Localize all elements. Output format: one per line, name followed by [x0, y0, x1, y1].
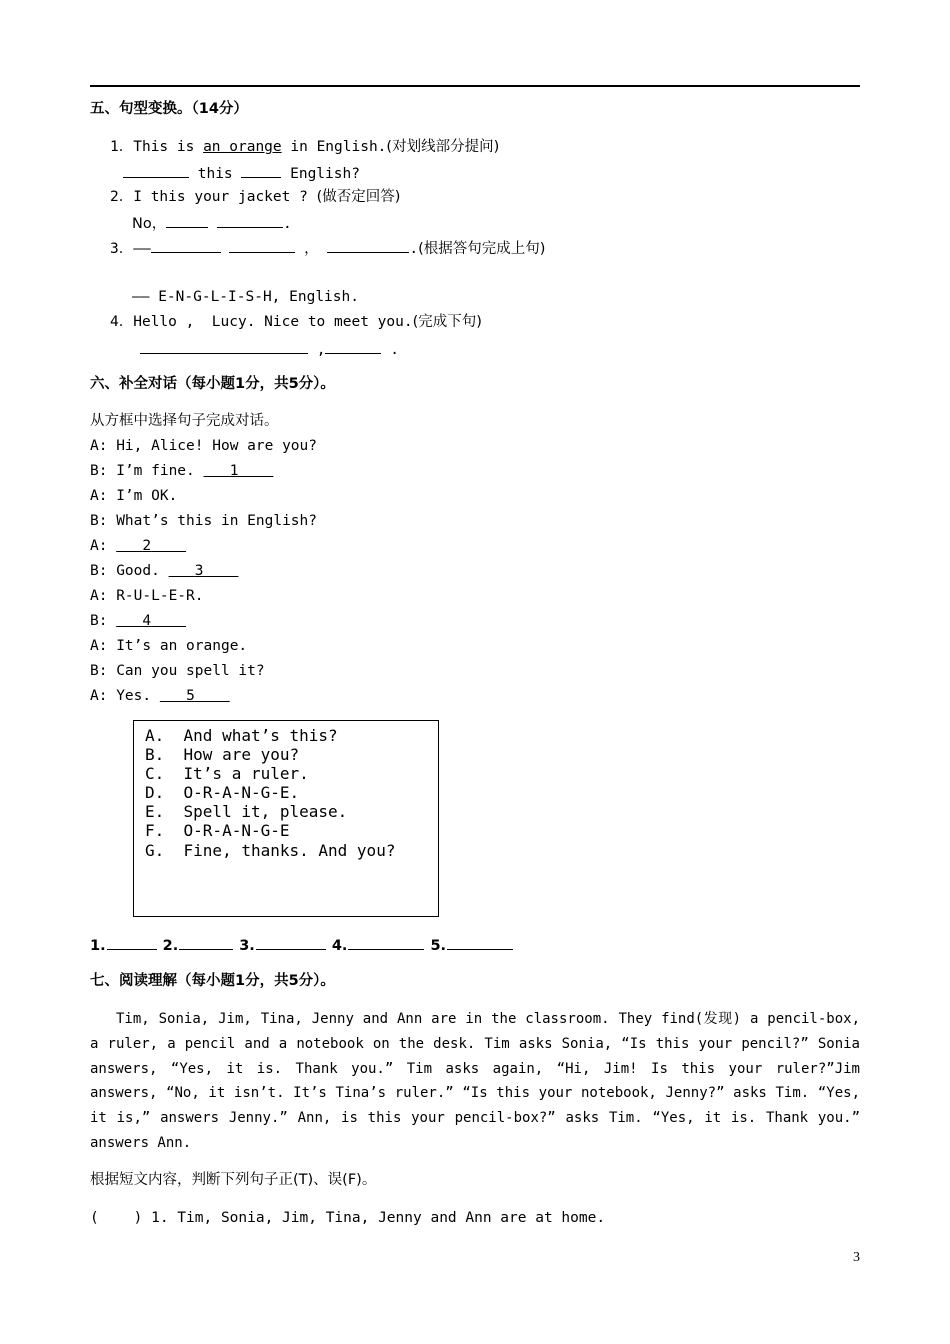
dialog-line — [90, 436, 317, 456]
question-number: 1． — [110, 139, 134, 155]
answer-blank[interactable] — [256, 934, 326, 950]
section-7-title: 七、阅读理解（每小题1分，共5分）。 — [90, 973, 335, 989]
dialog-text: Yes. — [116, 688, 160, 704]
dialog-line — [90, 611, 186, 631]
dialog-text: I’m OK. — [116, 488, 178, 504]
question-5-4 — [110, 312, 482, 332]
blank[interactable] — [140, 338, 308, 354]
speaker: A: — [90, 438, 108, 454]
blank[interactable] — [241, 162, 281, 178]
blank-number: 5 — [186, 688, 195, 704]
dialog-text: What’s this in English? — [116, 513, 317, 529]
dialog-text: Good. — [116, 563, 169, 579]
answer-blank[interactable] — [447, 934, 513, 950]
blank-number: 4 — [142, 613, 152, 629]
dialog-line — [90, 486, 177, 506]
question-text: This is — [133, 139, 204, 155]
speaker: A: — [90, 538, 108, 554]
question-number: 3． — [110, 241, 134, 257]
dialog-text: It’s an orange. — [116, 638, 248, 654]
answer-blanks-row — [90, 934, 519, 956]
section-7-instruction: 根据短文内容，判断下列句子正(T)、误(F)。 — [90, 1172, 377, 1188]
blank-number: 2 — [142, 538, 152, 554]
speaker: B: — [90, 663, 108, 679]
dialog-line — [90, 661, 265, 681]
question-number: 4． — [110, 314, 134, 330]
choice-option: A. And what’s this? — [145, 726, 338, 745]
question-instruction: (对划线部分提问) — [386, 139, 500, 155]
answer-line-5-1 — [123, 162, 360, 184]
blank[interactable] — [327, 237, 409, 253]
answer-line-5-3: —— E-N-G-L-I-S-H, English. — [132, 289, 359, 305]
speaker: B: — [90, 463, 108, 479]
question-number: 2． — [110, 189, 134, 205]
answer-line-5-2 — [132, 212, 292, 234]
answer-blank[interactable] — [348, 934, 424, 950]
blank-number: 3 — [194, 563, 204, 579]
dialog-line — [90, 586, 204, 606]
question-5-2 — [110, 187, 400, 207]
dialog-line — [90, 511, 317, 531]
answer-line-5-4 — [140, 338, 399, 360]
speaker: A: — [90, 588, 108, 604]
section-6-title: 六、补全对话（每小题1分，共5分）。 — [90, 376, 335, 392]
section-6-instruction: 从方框中选择句子完成对话。 — [90, 413, 279, 429]
answer-label: 1. — [90, 938, 106, 954]
question-5-3 — [110, 237, 545, 259]
dialog-blank[interactable] — [160, 688, 230, 704]
question-instruction: (完成下句) — [412, 314, 482, 330]
comma: ， — [295, 241, 319, 257]
dialog-line — [90, 461, 273, 481]
blank[interactable] — [151, 237, 221, 253]
answer-blank[interactable] — [179, 934, 233, 950]
blank[interactable] — [325, 338, 381, 354]
dialog-text: Hi, Alice! How are you? — [116, 438, 317, 454]
choice-option: F. O-R-A-N-G-E — [145, 821, 290, 840]
section-5-title: 五、句型变换。（14分） — [90, 101, 248, 117]
answer-text: this — [189, 166, 242, 182]
blank[interactable] — [229, 237, 295, 253]
choice-option: E. Spell it, please. — [145, 802, 348, 821]
dialog-line — [90, 686, 230, 706]
choice-option: D. O-R-A-N-G-E. — [145, 783, 300, 802]
dialog-line — [90, 536, 186, 556]
top-rule — [90, 85, 860, 87]
answer-text: . — [282, 216, 292, 232]
speaker: A: — [90, 688, 108, 704]
dialog-text: I’m fine. — [116, 463, 204, 479]
underlined-phrase: an orange — [203, 139, 282, 155]
comma: , — [308, 342, 326, 358]
answer-label: 4. — [331, 938, 348, 954]
question-instruction: (根据答句完成上句) — [418, 241, 546, 257]
blank[interactable] — [166, 212, 208, 228]
answer-text: English? — [281, 166, 360, 182]
question-text: Hello , Lucy. Nice to meet you. — [133, 314, 413, 330]
dialog-text: R-U-L-E-R. — [116, 588, 204, 604]
speaker: B: — [90, 513, 108, 529]
question-5-1 — [110, 137, 499, 157]
question-text: in English. — [281, 139, 387, 155]
speaker: A: — [90, 488, 108, 504]
answer-text: No， — [132, 216, 167, 232]
period: . — [381, 342, 399, 358]
dialog-blank[interactable] — [116, 538, 186, 554]
dialog-line — [90, 561, 238, 581]
speaker: B: — [90, 563, 108, 579]
dialog-blank[interactable] — [169, 563, 239, 579]
page-number: 3 — [853, 1250, 860, 1265]
dialog-blank[interactable] — [204, 463, 274, 479]
choice-option: C. It’s a ruler. — [145, 764, 309, 783]
dialog-text: Can you spell it? — [116, 663, 265, 679]
answer-label: 2. — [162, 938, 179, 954]
dash: —— — [133, 241, 151, 257]
period: . — [409, 241, 419, 257]
true-false-question: ( ) 1. Tim, Sonia, Jim, Tina, Jenny and Ann are at home. — [90, 1210, 606, 1226]
choice-option: B. How are you? — [145, 745, 300, 764]
reading-passage: Tim, Sonia, Jim, Tina, Jenny and Ann are in the classroom. They find(发现) a pencil-box, a ruler, a pencil and a notebook on the desk. Tim asks Sonia, “Is this your pencil?” Sonia answers, “Yes, it is. Thank you.” Tim asks again, “Hi, Jim! Is this your ruler?”Jim answers, “No, it isn’t. It’s Tina’s ruler.” “Is this your notebook, Jenny?” asks Tim. “Yes, it is,” answers Jenny.” Ann, is this your pencil-box?” asks Tim. “Yes, it is. Thank you.” answers Ann. — [90, 1011, 860, 1151]
speaker: A: — [90, 638, 108, 654]
dialog-blank[interactable] — [116, 613, 186, 629]
question-text: I this your jacket ? — [133, 189, 317, 205]
blank[interactable] — [217, 212, 283, 228]
choice-option: G. Fine, thanks. And you? — [145, 841, 396, 860]
question-instruction: (做否定回答) — [316, 189, 401, 205]
dialog-line — [90, 636, 247, 656]
answer-label: 5. — [430, 938, 447, 954]
blank-number: 1 — [229, 463, 239, 479]
blank[interactable] — [123, 162, 189, 178]
speaker: B: — [90, 613, 108, 629]
answer-blank[interactable] — [107, 934, 157, 950]
answer-label: 3. — [239, 938, 255, 954]
